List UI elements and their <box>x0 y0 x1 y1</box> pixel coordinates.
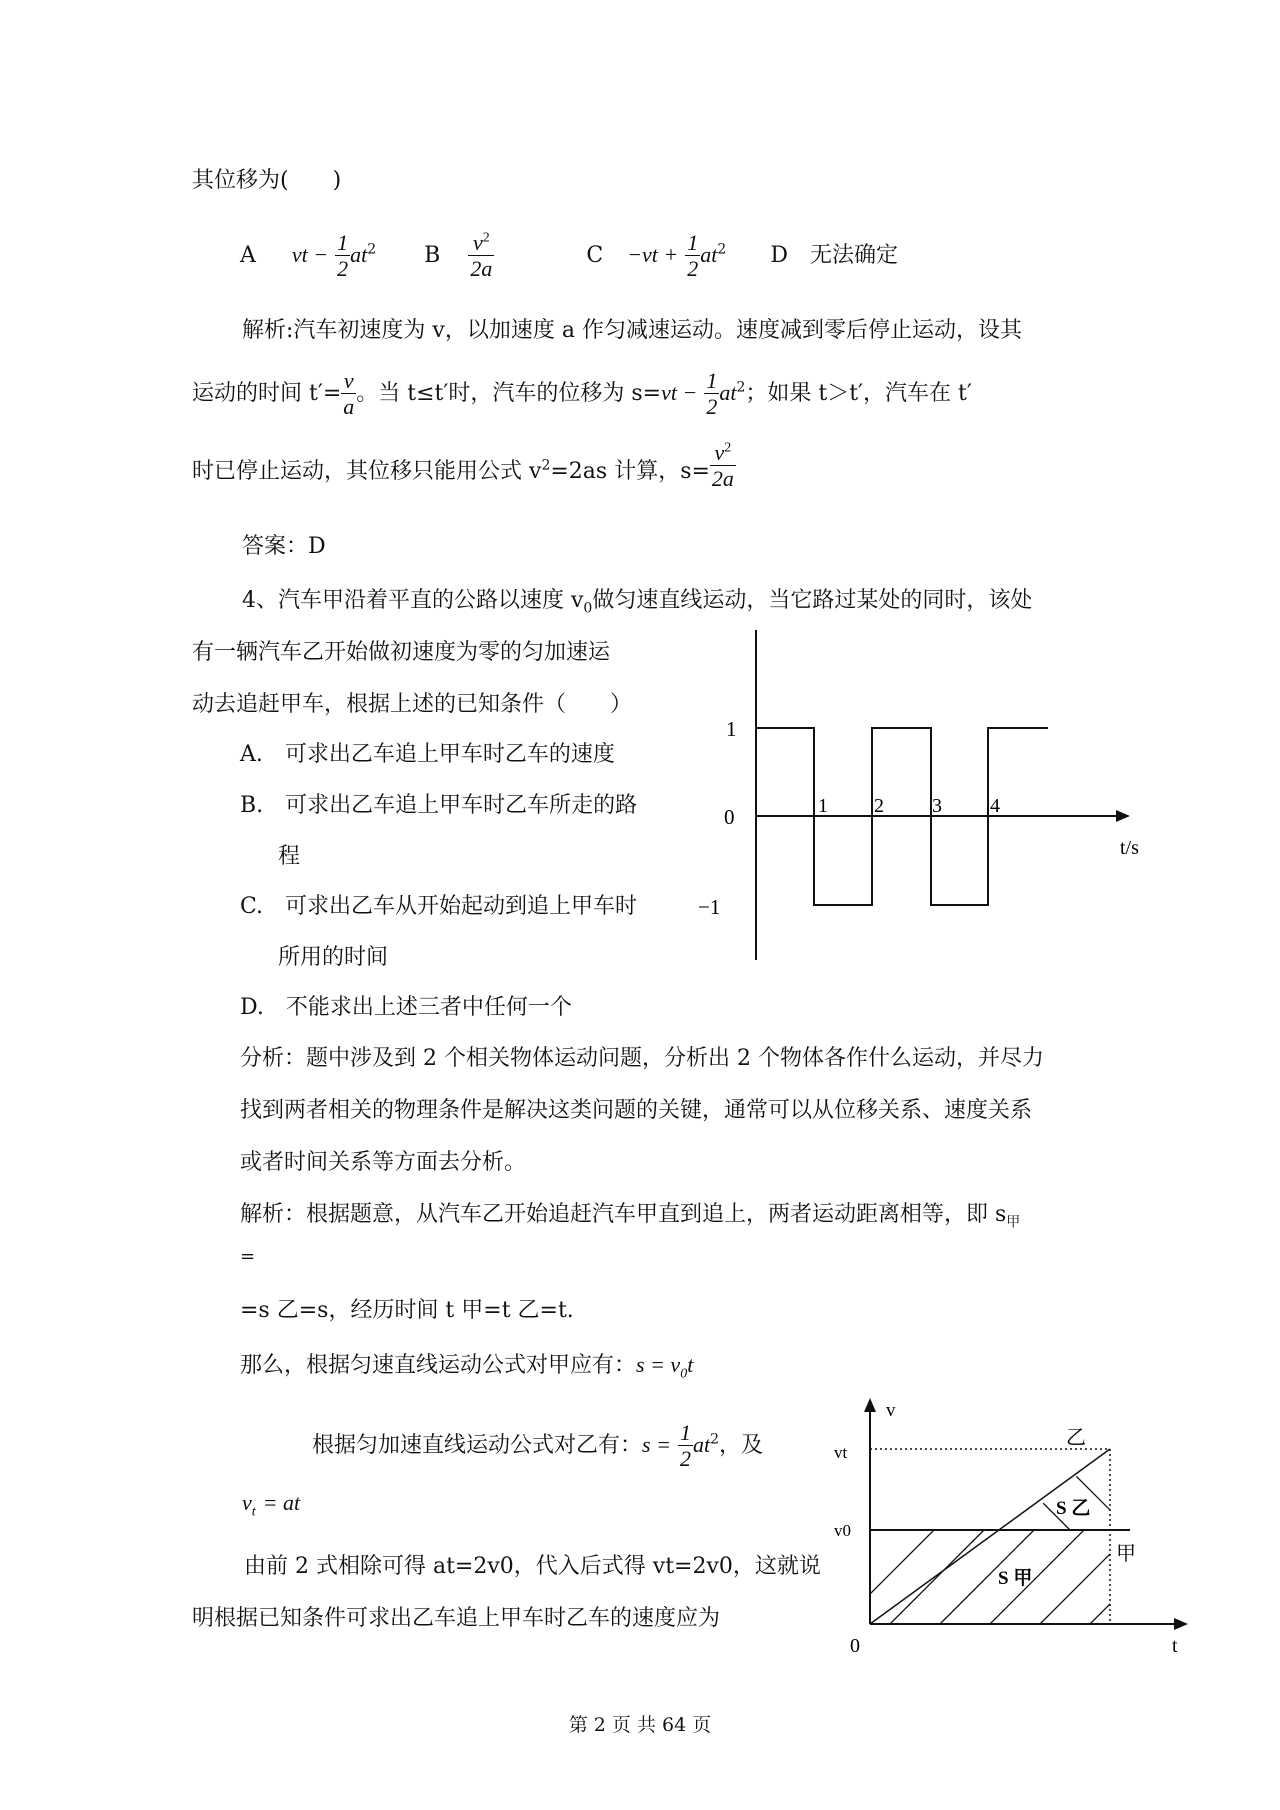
q3-analysis-2a: 运动的时间 t′= <box>192 380 342 406</box>
square-wave-graph <box>680 630 1160 970</box>
q4-jiexi-1a: 解析：根据题意，从汽车乙开始追赶汽车甲直到追上，两者运动距离相等，即 s <box>240 1202 1007 1227</box>
q3-stem-tail: 其位移为( ) <box>192 168 342 193</box>
q4-formula-line-2: 根据匀加速直线运动公式对乙有：s = $\frac{1}{2}$ $at^2$，及 <box>312 1420 763 1472</box>
q3-analysis-2d: at <box>719 379 737 405</box>
q4-stem-line-2: 有一辆汽车乙开始做初速度为零的匀加速运 <box>192 640 611 665</box>
y-label-1: 1 <box>726 717 737 741</box>
q3-frac-half: $\frac{1}{2}$ <box>706 368 718 420</box>
q3-frac-v2-over-2a: $\frac{v^2}{2a}$ <box>711 440 734 492</box>
q4-stem-1b: 做匀速直线运动，当它路过某处的同时，该处 <box>592 588 1033 613</box>
x-axis-label: t/s <box>1120 837 1139 859</box>
q4-formula-1a: 那么，根据匀速直线运动公式对甲应有： <box>240 1353 637 1378</box>
q4-option-c-line-2: 所用的时间 <box>278 945 389 970</box>
q3-option-a-pre: vt − <box>291 241 329 267</box>
q3-answer: 答案：D <box>242 534 326 559</box>
q4-formula-3: = at <box>262 1490 301 1515</box>
x-tick-1: 1 <box>818 795 828 817</box>
x-tick-2: 2 <box>874 795 884 817</box>
q3-analysis-line-2: 运动的时间 t′= $\frac{v}{a}$ 。当 t≤t′时，汽车的位移为 s=vt − $\frac{1}{2}$ $at^2$；如果 t＞t′，汽车在 t′ <box>192 368 972 420</box>
q4-option-b-line-2: 程 <box>278 844 301 869</box>
q3-option-c-label: C <box>586 242 604 268</box>
q3-option-c-frac: $\frac{1}{2}$ <box>687 230 699 282</box>
q4-formula-1b: s = v <box>636 1352 681 1377</box>
q4-formula-2b: s = <box>642 1431 671 1457</box>
q4-formula-2d: ，及 <box>718 1432 763 1458</box>
q4-option-c-line-1: C. 可求出乙车从开始起动到追上甲车时 <box>240 894 638 919</box>
q3-option-a-frac: $\frac{1}{2}$ <box>337 230 349 282</box>
q3-analysis-2b: 。当 t≤t′时，汽车的位移为 s= <box>356 380 662 406</box>
q4-jiexi-1b: 甲 <box>1006 1214 1021 1231</box>
page-footer: 第 2 页 共 64 页 <box>568 1714 712 1736</box>
q3-analysis-line-1: 解析:汽车初速度为 v，以加速度 a 作匀减速运动。速度减到零后停止运动，设其 <box>242 318 1022 343</box>
q3-analysis-line-3: 时已停止运动，其位移只能用公式 $v^2=2as$ 计算，s= $\frac{v^2}{2a}$ <box>192 440 734 492</box>
q4-option-d: D. 不能求出上述三者中任何一个 <box>240 995 572 1020</box>
yi-velocity-line <box>870 1449 1110 1624</box>
vt-graph <box>830 1390 1220 1670</box>
q4-jiexi-line-3: =s 乙=s，经历时间 t 甲=t 乙=t. <box>240 1298 574 1323</box>
y-label-0: 0 <box>724 805 735 829</box>
q3-option-a-label: A <box>240 242 256 268</box>
y-label-minus-1: −1 <box>698 895 721 919</box>
q3-options: A vt − $\frac{1}{2}$ $at^2$ B $\frac{v^2}{2a}$ C −vt + $\frac{1}{2}$ $at^2$ D 无法确定 <box>240 230 898 282</box>
q4-jiexi-line-1 <box>240 1204 1020 1229</box>
s-jia-label: S 甲 <box>998 1568 1033 1589</box>
q4-fenxi-line-2: 找到两者相关的物理条件是解决这类问题的关键，通常可以从位移关系、速度关系 <box>240 1098 1033 1123</box>
q4-stem-line-1: 4、汽车甲沿着平直的公路以速度 $v_0$做匀速直线运动，当它路过某处的同时，该处 <box>242 588 1033 617</box>
q4-jiexi-line-2: = <box>240 1246 256 1267</box>
q4-formula-line-3: $v_t$ = at <box>242 1490 301 1520</box>
q3-analysis-3a: 时已停止运动，其位移只能用公式 v <box>192 458 542 484</box>
q4-formula-2a: 根据匀加速直线运动公式对乙有： <box>312 1432 643 1458</box>
q4-stem-line-3: 动去追赶甲车，根据上述的已知条件（ ） <box>192 692 633 717</box>
v0-label: v0 <box>834 1521 851 1540</box>
q4-frac-half: $\frac{1}{2}$ <box>679 1420 691 1472</box>
q3-analysis-2e: ；如果 t＞t′，汽车在 t′ <box>745 380 972 406</box>
q4-fenxi-line-1: 分析：题中涉及到 2 个相关物体运动问题，分析出 2 个物体各作什么运动，并尽力 <box>240 1046 1044 1071</box>
yi-line-label: 乙 <box>1066 1427 1086 1449</box>
q3-analysis-3b: =2as 计算，s= <box>550 458 710 484</box>
jia-line-label: 甲 <box>1116 1543 1136 1565</box>
vt-x-axis-label: t <box>1172 1635 1178 1657</box>
q4-conclusion-line-1: 由前 2 式相除可得 at=2v0，代入后式得 vt=2v0，这就说 <box>244 1554 821 1579</box>
vt-y-axis-label: v <box>886 1400 896 1421</box>
q3-option-c-post: at <box>700 241 718 267</box>
origin-label: 0 <box>850 1635 860 1657</box>
q3-frac-v-over-a: $\frac{v}{a}$ <box>343 368 355 420</box>
x-tick-3: 3 <box>932 795 942 817</box>
q3-analysis-2c: vt − <box>661 379 698 405</box>
x-tick-4: 4 <box>990 795 1000 817</box>
q4-formula-1c: t <box>687 1352 694 1377</box>
q4-formula-line-1: 那么，根据匀速直线运动公式对甲应有：$s = v_0t$ <box>240 1352 694 1382</box>
q4-fenxi-line-3: 或者时间关系等方面去分析。 <box>240 1150 527 1175</box>
vt-y-arrow-icon <box>864 1398 876 1412</box>
q3-option-c-pre: −vt + <box>627 241 679 267</box>
q3-option-b-label: B <box>424 242 441 268</box>
vt-label: vt <box>834 1443 848 1462</box>
s-yi-label: S 乙 <box>1056 1498 1091 1519</box>
vt-x-arrow-icon <box>1174 1618 1188 1630</box>
q4-stem-1a: 4、汽车甲沿着平直的公路以速度 v <box>242 588 584 613</box>
x-axis-arrow-icon <box>1116 810 1130 822</box>
q4-option-b-line-1: B. 可求出乙车追上甲车时乙车所走的路 <box>240 793 638 818</box>
q3-option-d: D 无法确定 <box>770 242 898 268</box>
q4-conclusion-line-2: 明根据已知条件可求出乙车追上甲车时乙车的速度应为 <box>192 1606 721 1631</box>
q4-option-a: A. 可求出乙车追上甲车时乙车的速度 <box>240 742 615 767</box>
q3-option-a-post: at <box>350 241 368 267</box>
q3-option-b-frac: $\frac{v^2}{2a}$ <box>470 230 493 282</box>
q4-formula-2c: at <box>692 1431 711 1457</box>
